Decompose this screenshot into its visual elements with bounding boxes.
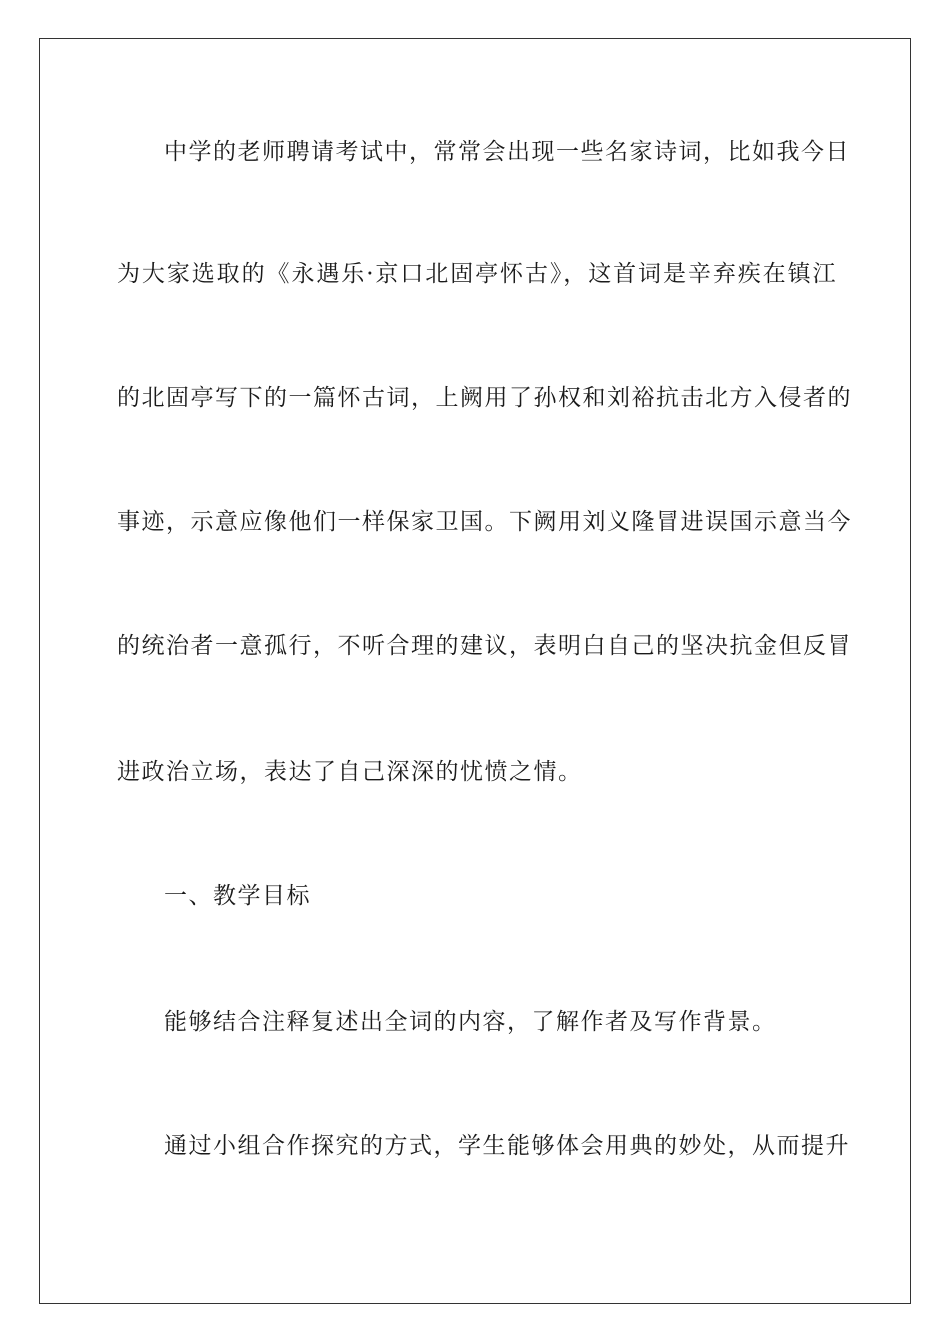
paragraph-2: 能够结合注释复述出全词的内容，了解作者及写作背景。 [164, 1009, 777, 1035]
page-border [39, 38, 911, 1304]
paragraph-1-line-5: 的统治者一意孤行，不听合理的建议，表明白自己的坚决抗金但反冒 [117, 633, 852, 659]
paragraph-1-line-6: 进政治立场，表达了自己深深的忧愤之情。 [117, 759, 583, 785]
paragraph-1-line-1: 中学的老师聘请考试中，常常会出现一些名家诗词，比如我今日 [164, 139, 850, 165]
section-heading: 一、教学目标 [164, 883, 311, 909]
paragraph-1-line-4: 事迹，示意应像他们一样保家卫国。下阙用刘义隆冒进误国示意当今 [117, 509, 852, 535]
paragraph-1-line-3: 的北固亭写下的一篇怀古词，上阙用了孙权和刘裕抗击北方入侵者的 [117, 385, 852, 411]
paragraph-3: 通过小组合作探究的方式，学生能够体会用典的妙处，从而提升 [164, 1133, 850, 1159]
paragraph-1-line-2: 为大家选取的《永遇乐·京口北固亭怀古》，这首词是辛弃疾在镇江 [117, 261, 837, 287]
